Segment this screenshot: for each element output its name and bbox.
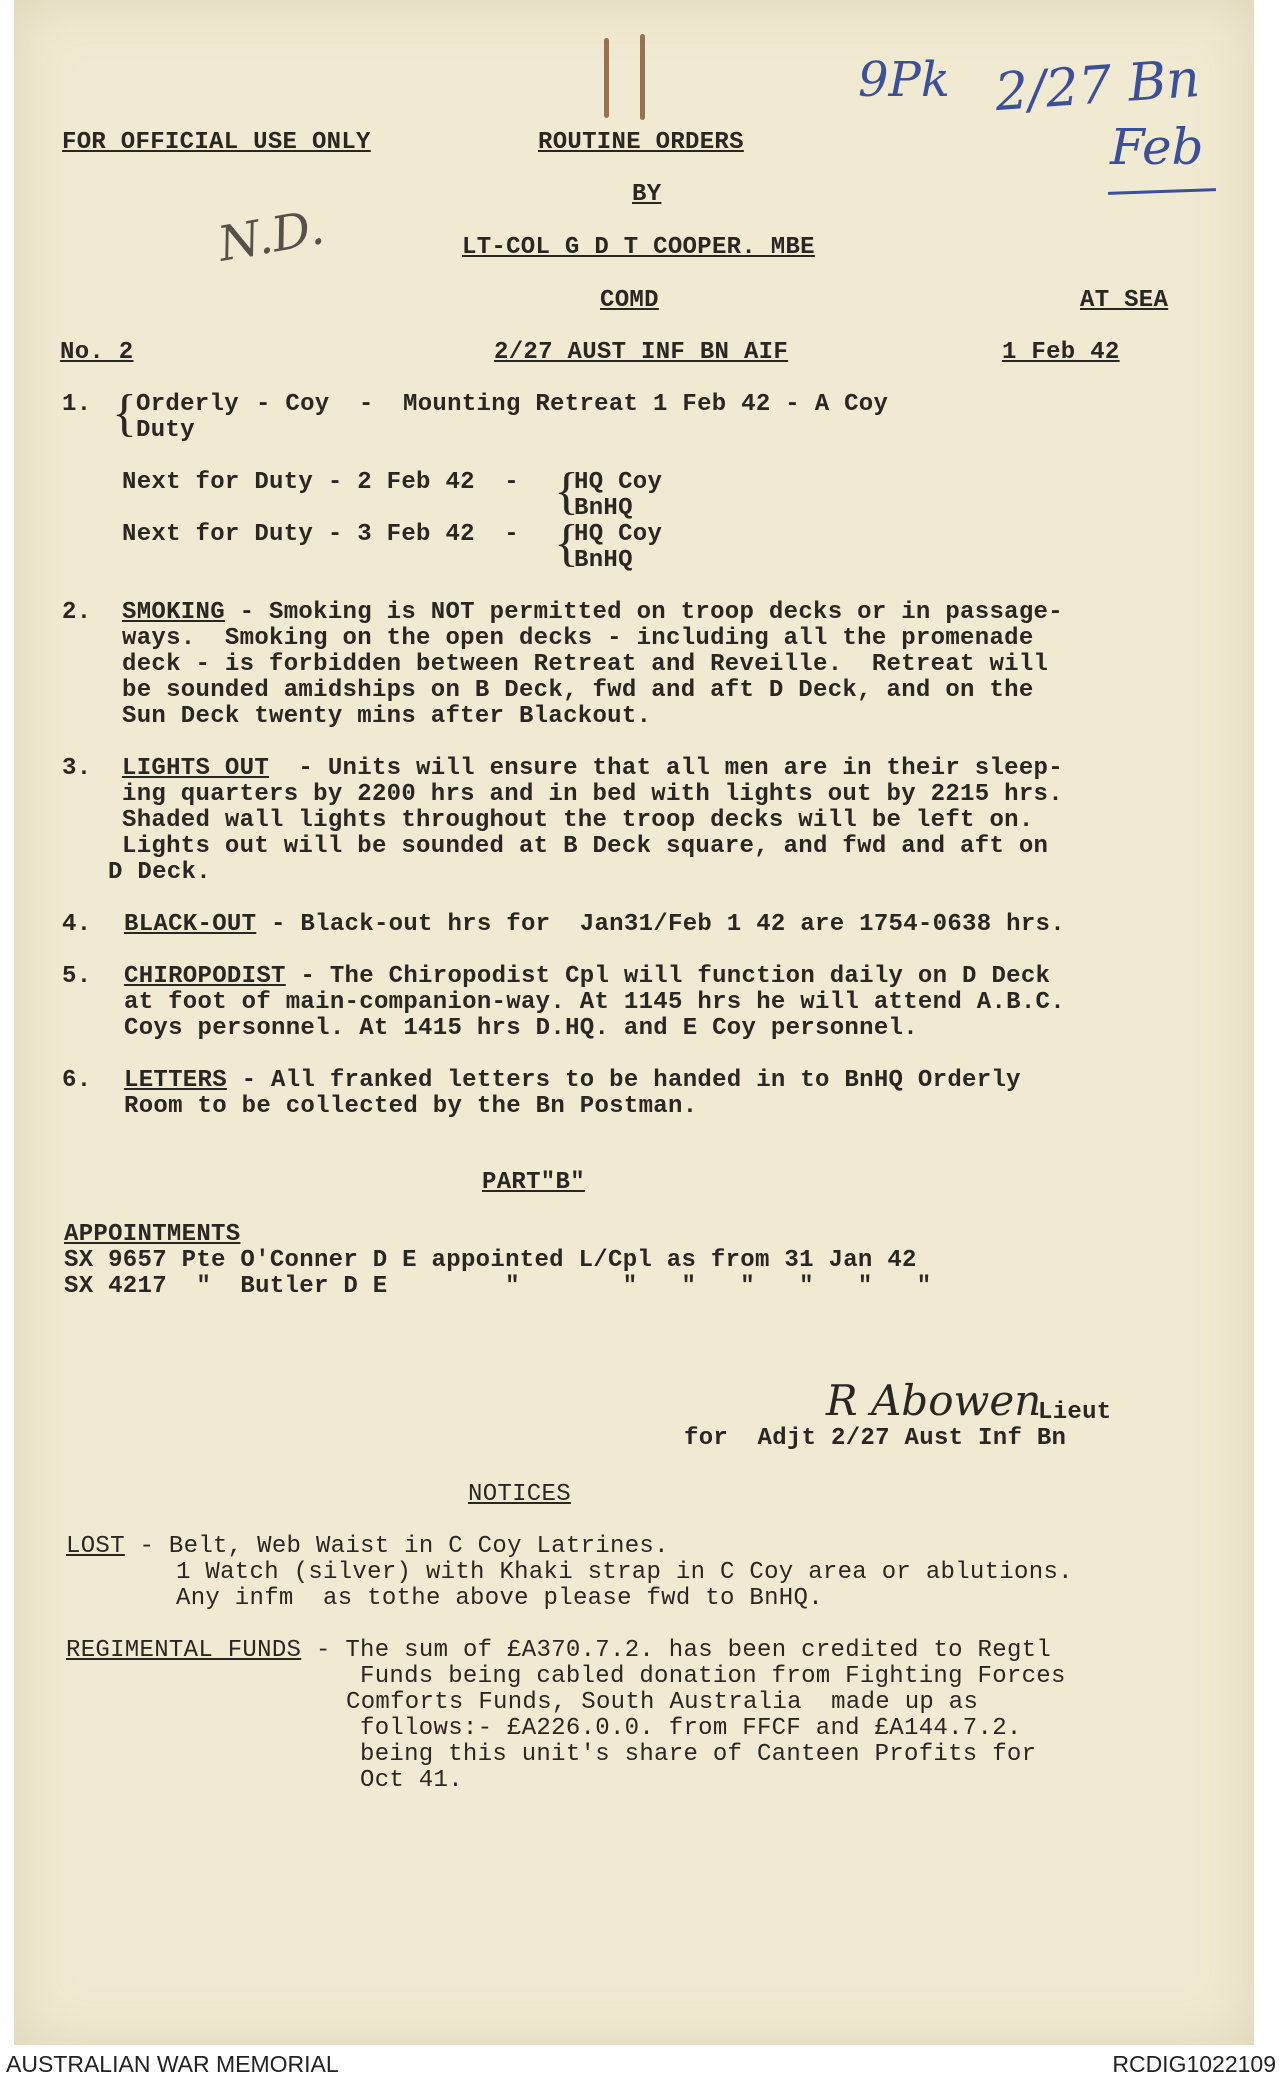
item4-text: - Black-out hrs for Jan31/Feb 1 42 are 1754-0638 hrs. (256, 911, 1065, 938)
item6-heading: LETTERS (124, 1067, 227, 1094)
funds-text: - The sum of £A370.7.2. has been credited to Regtl (301, 1637, 1052, 1664)
item-number: 3. (62, 755, 92, 782)
item5-line-2: at foot of main-companion-way. At 1145 hrs he will attend A.B.C. (124, 989, 1065, 1016)
appointment-row: SX 9657 Pte O'Conner D E appointed L/Cpl as from 31 Jan 42 (64, 1247, 917, 1274)
signature-rank: Lieut (1038, 1399, 1112, 1426)
item-number: 2. (62, 599, 92, 626)
item6-line-2: Room to be collected by the Bn Postman. (124, 1093, 698, 1120)
item2-line-5: Sun Deck twenty mins after Blackout. (122, 703, 652, 730)
handwritten-note: 2/27 Bn (993, 48, 1202, 124)
item4-heading: BLACK-OUT (124, 911, 257, 938)
item3-line-1 (122, 756, 1063, 782)
brace-icon: { (554, 515, 579, 572)
item3-text: - Units will ensure that all men are in their sleep- (269, 755, 1063, 782)
funds-line-3: Comforts Funds, South Australia made up as (346, 1689, 979, 1716)
item1-label-orderly: Orderly (136, 391, 239, 418)
part-b-title: PART"B" (482, 1169, 585, 1196)
by-label: BY (632, 181, 662, 208)
item-number: 5. (62, 963, 92, 990)
item-number: 6. (62, 1067, 92, 1094)
funds-line-6: Oct 41. (360, 1767, 463, 1794)
unit-name: 2/27 AUST INF BN AIF (494, 339, 789, 366)
item3-heading: LIGHTS OUT (122, 755, 270, 782)
funds-line-4: follows:- £A226.0.0. from FFCF and £A144.7.2. (360, 1715, 1022, 1742)
item1-text: - Coy - Mounting Retreat 1 Feb 42 - A Coy (256, 391, 889, 418)
order-number: No. 2 (60, 339, 134, 366)
item5-line-3: Coys personnel. At 1415 hrs D.HQ. and E Coy personnel. (124, 1015, 918, 1042)
item2-line-3: deck - is forbidden between Retreat and Reveille. Retreat will (122, 651, 1049, 678)
lost-text: - Belt, Web Waist in C Coy Latrines. (124, 1533, 669, 1560)
item3-line-5: D Deck. (108, 859, 211, 886)
item1-next-duty-2: Next for Duty - 3 Feb 42 - (122, 521, 519, 548)
lost-line-1 (66, 1534, 669, 1560)
funds-line-1 (66, 1638, 1051, 1664)
item1-label-duty: Duty (136, 417, 195, 444)
handwritten-note: Feb (1110, 118, 1204, 176)
item1-next-duty-1-coy: HQ Coy (574, 469, 663, 496)
item3-line-2: ing quarters by 2200 hrs and in bed with lights out by 2215 hrs. (122, 781, 1063, 808)
item1-next-duty-1-bnhq: BnHQ (574, 495, 633, 522)
staple-mark (640, 34, 645, 120)
brace-icon: { (554, 463, 579, 520)
signature-for-line: for Adjt 2/27 Aust Inf Bn (684, 1425, 1067, 1452)
footer-id: RCDIG1022109 (1112, 2051, 1276, 2077)
staple-mark (604, 38, 609, 118)
item2-line-2: ways. Smoking on the open decks - including all the promenade (122, 625, 1034, 652)
funds-line-2: Funds being cabled donation from Fighting Forces (360, 1663, 1066, 1690)
officer-name: LT-COL G D T COOPER. MBE (462, 234, 815, 261)
lost-line-2: 1 Watch (silver) with Khaki strap in C Coy area or ablutions. (176, 1559, 1073, 1586)
item-number: 1. (62, 391, 92, 418)
appointments-heading: APPOINTMENTS (64, 1221, 241, 1248)
appointment-row: SX 4217 " Butler D E " " " " " " " (64, 1273, 932, 1300)
brace-icon: { (112, 385, 137, 442)
item5-heading: CHIROPODIST (124, 963, 286, 990)
item5-line-1 (124, 964, 1050, 990)
handwritten-note: 9Pk (858, 52, 950, 108)
funds-line-5: being this unit's share of Canteen Profits for (360, 1741, 1037, 1768)
notices-title: NOTICES (468, 1481, 571, 1508)
lost-heading: LOST (66, 1533, 125, 1560)
item1-next-duty-2-coy: HQ Coy (574, 521, 663, 548)
item-number: 4. (62, 911, 92, 938)
item3-line-4: Lights out will be sounded at B Deck square, and fwd and aft on (122, 833, 1049, 860)
item2-line-1 (122, 600, 1063, 626)
comd-label: COMD (600, 287, 659, 314)
signature: R Abowen (826, 1376, 1042, 1425)
item2-heading: SMOKING (122, 599, 225, 626)
item1-next-duty-1: Next for Duty - 2 Feb 42 - (122, 469, 519, 496)
item6-line-1 (124, 1068, 1021, 1094)
item5-text: - The Chiropodist Cpl will function daily on D Deck (285, 963, 1051, 990)
restriction-label: FOR OFFICIAL USE ONLY (62, 129, 371, 156)
order-date: 1 Feb 42 (1002, 339, 1120, 366)
item4-line-1 (124, 912, 1065, 938)
document-title: ROUTINE ORDERS (538, 129, 744, 156)
item2-line-4: be sounded amidships on B Deck, fwd and aft D Deck, and on the (122, 677, 1034, 704)
lost-line-3: Any infm as tothe above please fwd to BnHQ. (176, 1585, 823, 1612)
handwritten-mark: N.D. (213, 199, 329, 273)
funds-heading: REGIMENTAL FUNDS (66, 1637, 302, 1664)
item3-line-3: Shaded wall lights throughout the troop decks will be left on. (122, 807, 1034, 834)
footer-source: AUSTRALIAN WAR MEMORIAL (6, 2051, 339, 2077)
item2-text: - Smoking is NOT permitted on troop decks or in passage- (224, 599, 1063, 626)
item1-next-duty-2-bnhq: BnHQ (574, 547, 633, 574)
item6-text: - All franked letters to be handed in to BnHQ Orderly (226, 1067, 1021, 1094)
location-label: AT SEA (1080, 287, 1169, 314)
